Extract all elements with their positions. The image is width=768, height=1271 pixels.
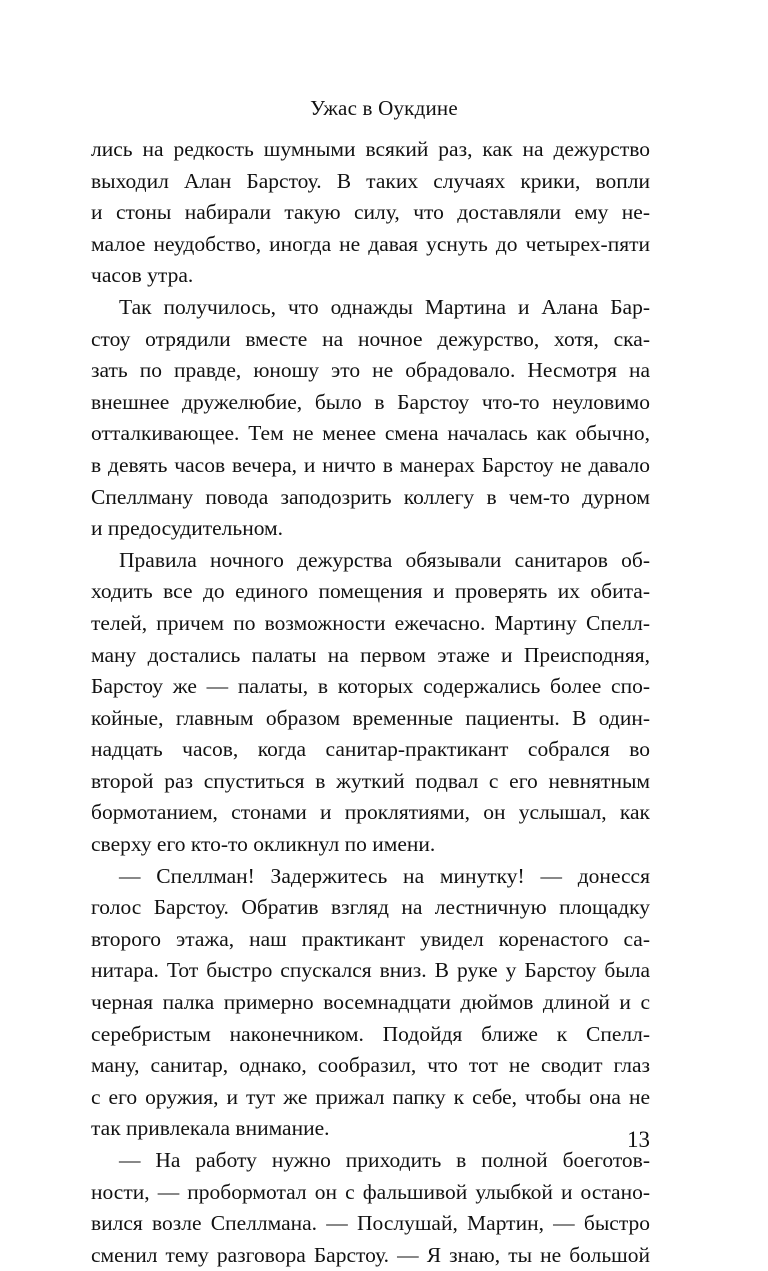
text-line: и предосудительном. — [91, 516, 284, 541]
text-line: — На работу нужно приходить в полной боеготов- — [119, 1148, 650, 1172]
text-line: ману достались палаты на первом этаже и Преисподняя, — [91, 642, 650, 667]
text-line: отталкивающее. Тем не менее смена началась как обычно, — [91, 421, 650, 446]
text-line: надцать часов, когда санитар-практикант собрался во — [91, 737, 650, 762]
text-line: с его оружия, и тут же прижал папку к себе, чтобы она не — [91, 1084, 650, 1109]
text-line: Барстоу же — палаты, в которых содержались более спо- — [91, 674, 650, 699]
text-line: часов утра. — [91, 263, 194, 288]
text-line: в девять часов вечера, и ничто в манерах Барстоу не давало — [91, 452, 650, 477]
text-line: сменил тему разговора Барстоу. — Я знаю, ты не большой — [91, 1242, 650, 1267]
text-line: внешнее дружелюбие, было в Барстоу что-то неуловимо — [91, 389, 650, 414]
text-line: ходить все до единого помещения и проверять их обита- — [91, 579, 650, 604]
text-line: Правила ночного дежурства обязывали санитаров об- — [119, 547, 650, 572]
text-line: лись на редкость шумными всякий раз, как на дежурство — [91, 137, 650, 161]
text-line: телей, причем по возможности ежечасно. Мартину Спелл- — [91, 610, 650, 635]
text-line: — Спеллман! Задержитесь на минутку! — донесся — [119, 863, 650, 888]
text-line: Так получилось, что однажды Мартина и Алана Бар- — [119, 294, 650, 319]
text-line: ману, санитар, однако, сообразил, что тот не сводит глаз — [91, 1053, 650, 1078]
page-number: 13 — [627, 1127, 650, 1152]
text-line: Спеллману повода заподозрить коллегу в чем-то дурном — [91, 484, 650, 509]
text-line: серебристым наконечником. Подойдя ближе к Спелл- — [91, 1021, 650, 1046]
text-line: ности, — пробормотал он с фальшивой улыбкой и остано- — [91, 1179, 650, 1204]
text-line: выходил Алан Барстоу. В таких случаях крики, вопли — [91, 168, 650, 193]
text-line: второй раз спуститься в жуткий подвал с его невнятным — [91, 768, 650, 793]
running-head: Ужас в Оукдине — [310, 96, 458, 120]
text-line: бормотанием, стонами и проклятиями, он услышал, как — [91, 800, 650, 825]
text-line: черная палка примерно восемнадцати дюймов длиной и с — [91, 990, 650, 1015]
text-line: вился возле Спеллмана. — Послушай, Мартин, — быстро — [91, 1211, 650, 1236]
text-line: второго этажа, наш практикант увидел коренастого са- — [91, 926, 650, 951]
text-line: малое неудобство, иногда не давая уснуть до четырех-пяти — [91, 231, 650, 256]
text-line: нитара. Тот быстро спускался вниз. В руке у Барстоу была — [91, 958, 650, 983]
text-line: зать по правде, юношу это не обрадовало. Несмотря на — [91, 358, 650, 383]
body-text — [91, 134, 650, 1271]
text-line: сверху его кто-то окликнул по имени. — [91, 832, 436, 857]
text-line: стоу отрядили вместе на ночное дежурство, хотя, ска- — [91, 326, 650, 351]
text-line: и стоны набирали такую силу, что доставляли ему не- — [91, 200, 650, 225]
text-line: голос Барстоу. Обратив взгляд на лестничную площадку — [91, 895, 650, 920]
text-line: так привлекала внимание. — [91, 1116, 330, 1141]
text-line: койные, главным образом временные пациенты. В один- — [91, 705, 650, 730]
